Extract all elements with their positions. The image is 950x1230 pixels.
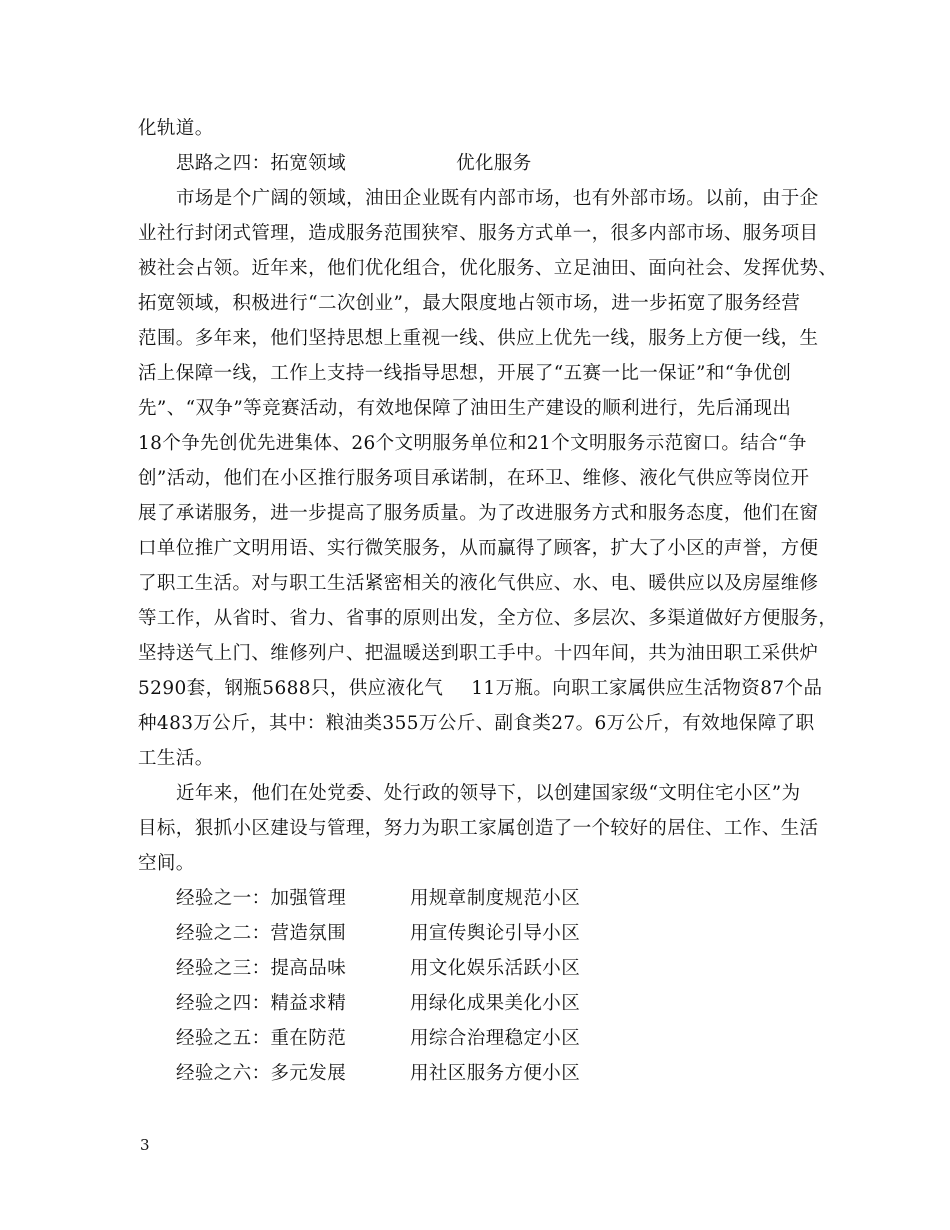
experience-5-title: 经验之五：重在防范 <box>176 1028 347 1049</box>
idea-4-title: 思路之四：拓宽领域 <box>176 153 347 174</box>
experience-4-title: 经验之四：精益求精 <box>176 993 347 1014</box>
market-line-4: 拓宽领域，积极进行“二次创业”，最大限度地占领市场，进一步拓宽了服务经营 <box>138 293 801 314</box>
idea-4-subtitle: 优化服务 <box>456 153 532 174</box>
experience-2-detail: 用宣传舆论引导小区 <box>410 923 581 944</box>
recent-line-2: 目标，狠抓小区建设与管理，努力为职工家属创造了一个较好的居住、工作、生活 <box>138 818 819 839</box>
experience-1-title: 经验之一：加强管理 <box>176 888 347 909</box>
market-line-13: 等工作，从省时、省力、省事的原则出发，全方位、多层次、多渠道做好方便服务， <box>138 608 838 629</box>
market-line-10: 展了承诺服务，进一步提高了服务质量。为了改进服务方式和服务态度，他们在窗 <box>138 503 819 524</box>
page-number: 3 <box>140 1136 150 1154</box>
market-line-5: 范围。多年来，他们坚持思想上重视一线、供应上优先一线，服务上方便一线，生 <box>138 328 819 349</box>
idea-4-heading <box>176 152 532 176</box>
experience-1-detail: 用规章制度规范小区 <box>410 888 581 909</box>
experience-3-detail: 用文化娱乐活跃小区 <box>410 958 581 979</box>
experience-3-title: 经验之三：提高品味 <box>176 958 347 979</box>
market-line-3: 被社会占领。近年来，他们优化组合，优化服务、立足油田、面向社会、发挥优势、 <box>138 258 838 279</box>
experience-5-detail: 用综合治理稳定小区 <box>410 1028 581 1049</box>
market-line-9: 创”活动，他们在小区推行服务项目承诺制，在环卫、维修、液化气供应等岗位开 <box>138 468 810 489</box>
market-line-1: 市场是个广阔的领域，油田企业既有内部市场，也有外部市场。以前，由于企 <box>176 188 819 209</box>
paragraph-line-intro-tail: 化轨道。 <box>138 118 214 139</box>
stats-line-1b: 11万瓶。向职工家属供应生活物资87个品 <box>471 678 823 699</box>
market-line-8: 18个争先创优先进集体、26个文明服务单位和21个文明服务示范窗口。结合“争 <box>138 433 807 454</box>
market-line-6: 活上保障一线，工作上支持一线指导思想，开展了“五赛一比一保证”和“争优创 <box>138 363 792 384</box>
stats-line-3: 工生活。 <box>138 748 214 769</box>
experience-6-title: 经验之六：多元发展 <box>176 1063 347 1084</box>
market-line-11: 口单位推广文明用语、实行微笑服务，从而赢得了顾客，扩大了小区的声誉，方便 <box>138 538 819 559</box>
recent-line-1: 近年来，他们在处党委、处行政的领导下，以创建国家级“文明住宅小区”为 <box>176 783 801 804</box>
stats-line-1a: 5290套，钢瓶5688只，供应液化气 <box>138 678 444 699</box>
stats-line-1 <box>138 677 822 701</box>
experience-6-detail: 用社区服务方便小区 <box>410 1063 581 1084</box>
stats-line-2: 种483万公斤，其中：粮油类355万公斤、副食类27。6万公斤，有效地保障了职 <box>138 713 815 734</box>
experience-2-title: 经验之二：营造氛围 <box>176 923 347 944</box>
market-line-7: 先”、“双争”等竞赛活动，有效地保障了油田生产建设的顺利进行，先后涌现出 <box>138 398 792 419</box>
market-line-12: 了职工生活。对与职工生活紧密相关的液化气供应、水、电、暖供应以及房屋维修 <box>138 573 819 594</box>
experience-4-detail: 用绿化成果美化小区 <box>410 993 581 1014</box>
market-line-14: 坚持送气上门、维修列户、把温暖送到职工手中。十四年间，共为油田职工采供炉 <box>138 643 819 664</box>
recent-line-3: 空间。 <box>138 853 195 874</box>
market-line-2: 业社行封闭式管理，造成服务范围狭窄、服务方式单一，很多内部市场、服务项目 <box>138 223 819 244</box>
